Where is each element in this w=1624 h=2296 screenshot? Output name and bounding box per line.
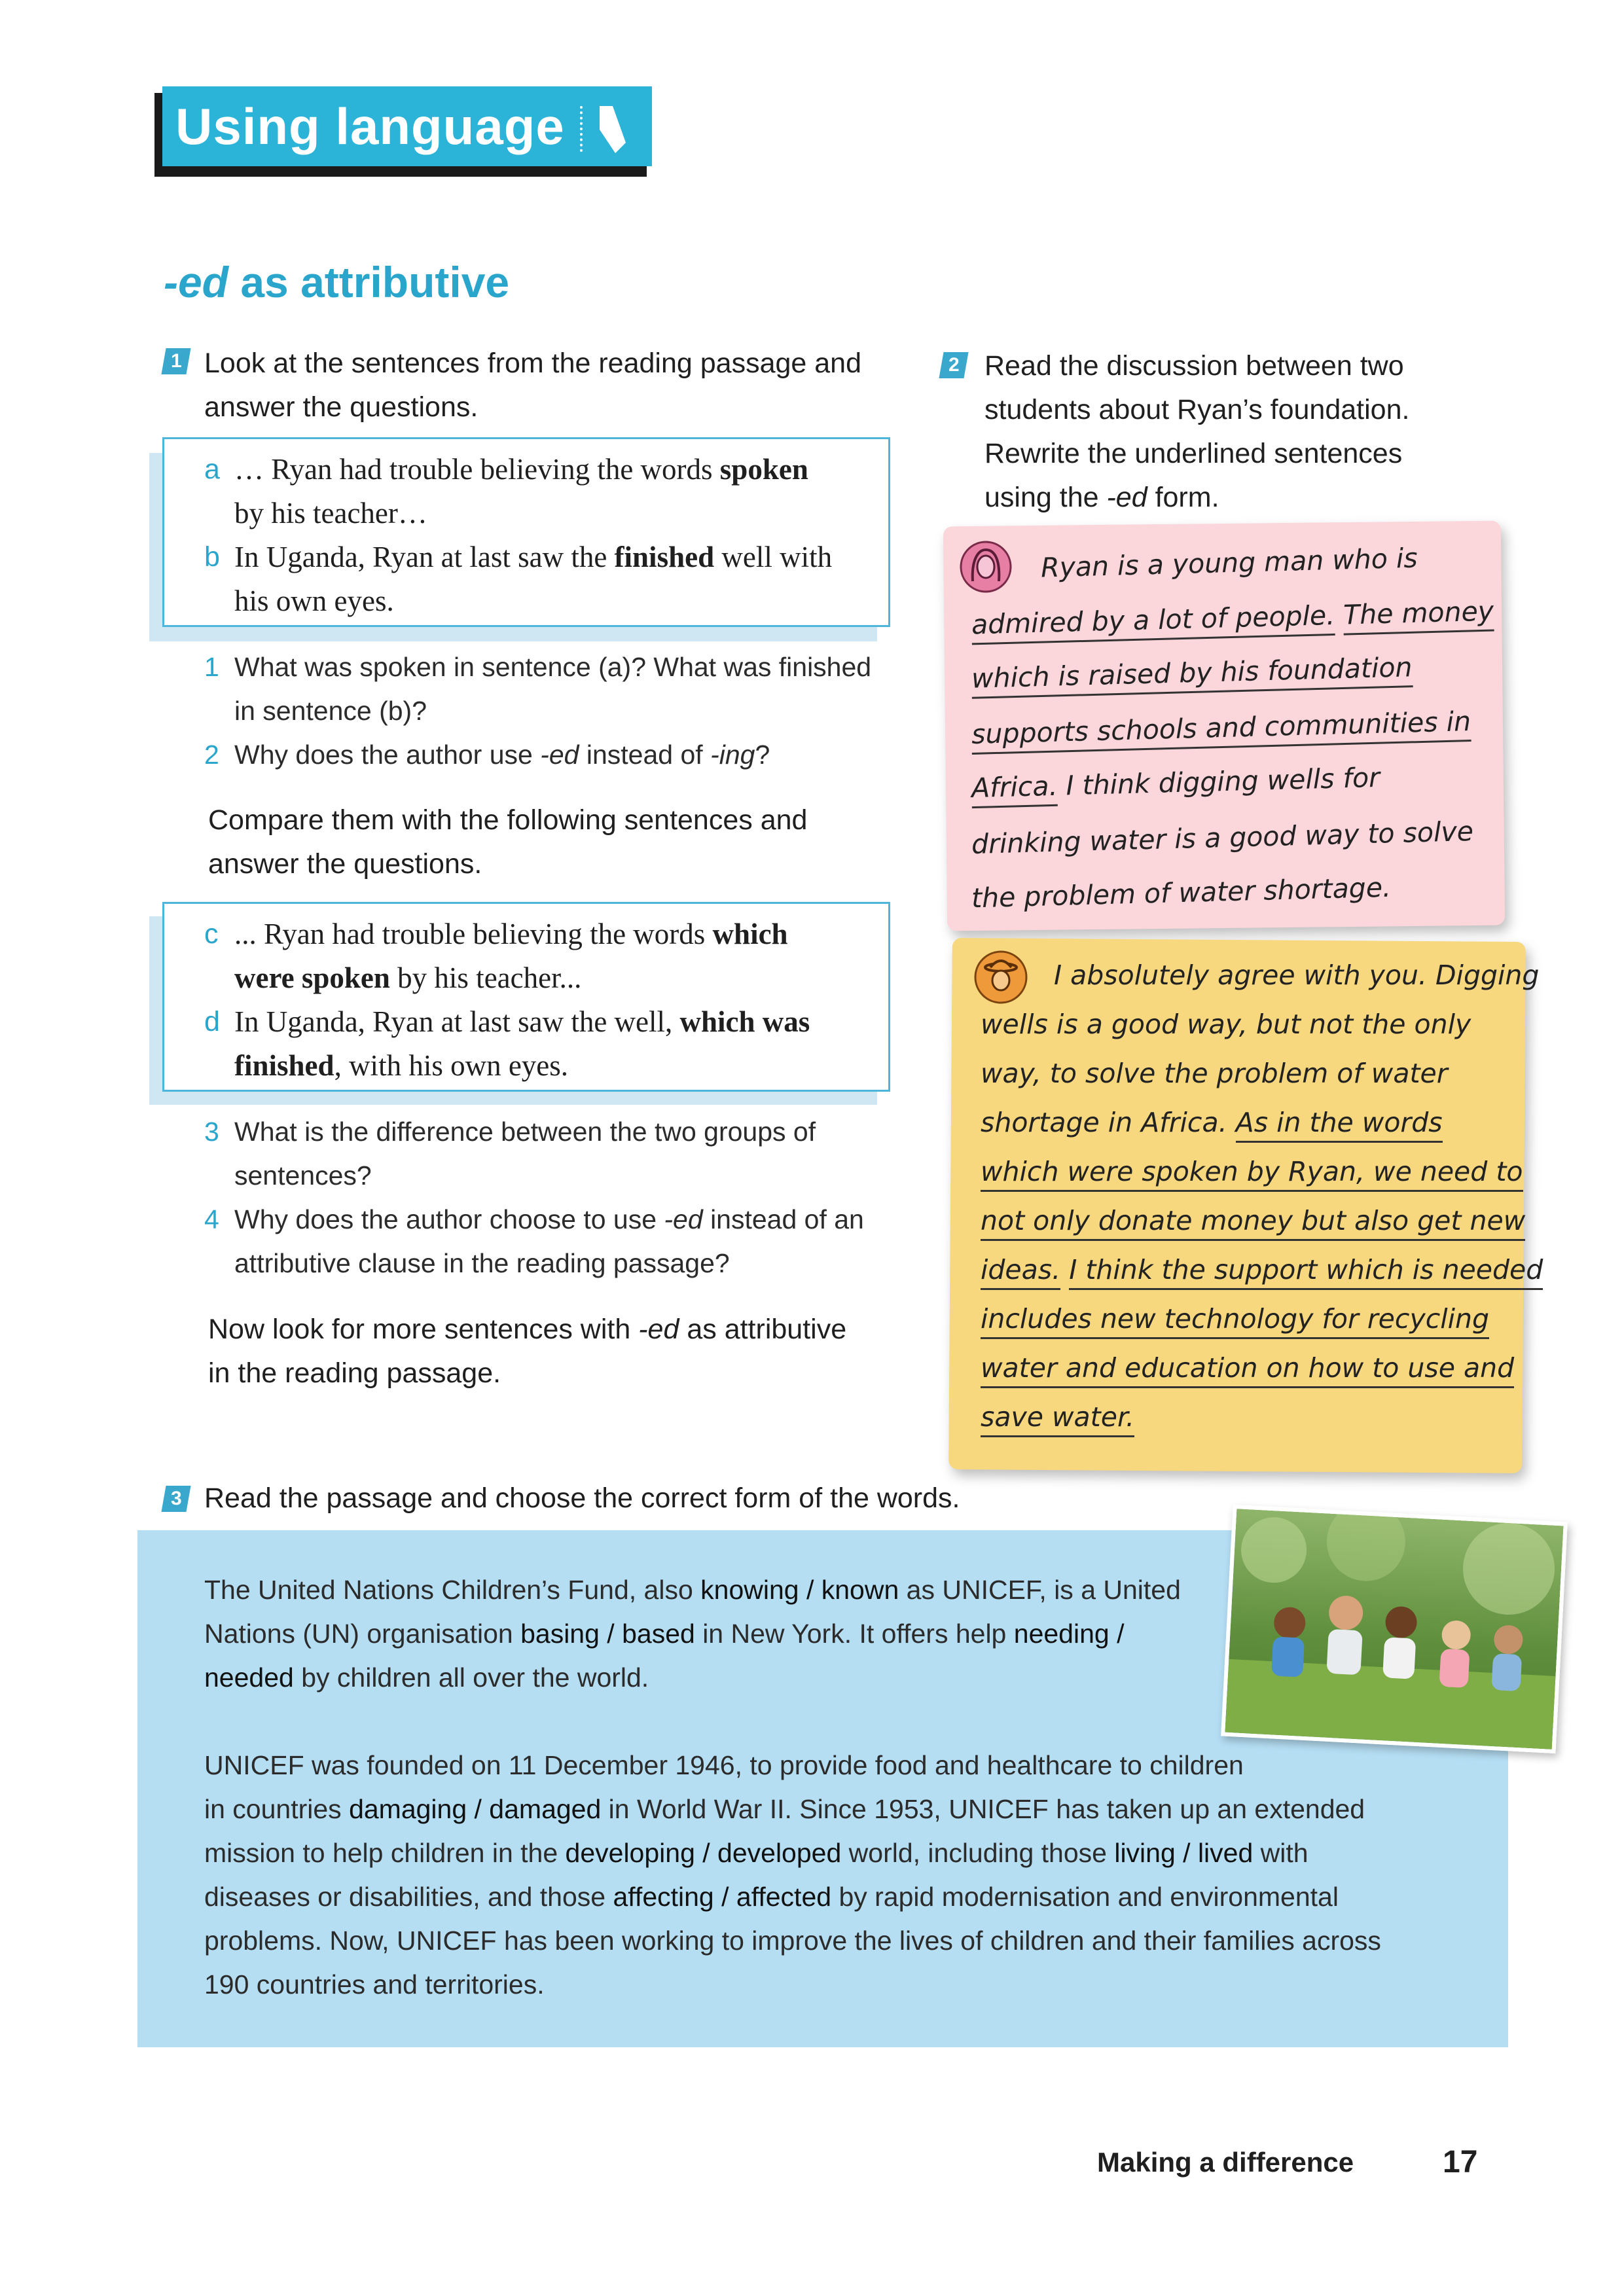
instruction-line: Rewrite the underlined sentences <box>984 438 1403 469</box>
bookmark-icon <box>596 103 628 156</box>
example-sentence-line: his own eyes. <box>234 584 394 617</box>
yellow-note-line: which were spoken by Ryan, we need to <box>981 1156 1523 1187</box>
question-line: Why does the author choose to use -ed instead of an <box>234 1204 864 1234</box>
example-letter: b <box>204 541 220 573</box>
yellow-note-line: shortage in Africa. As in the words <box>981 1107 1443 1138</box>
instruction-line: Now look for more sentences with -ed as attributive <box>208 1314 847 1345</box>
task-number-badge: 2 <box>939 352 968 378</box>
question-line: sentences? <box>234 1160 372 1191</box>
question-line: What is the difference between the two groups of <box>234 1117 816 1147</box>
example-sentence-line: In Uganda, Ryan at last saw the well, which was <box>234 1005 810 1038</box>
banner-divider <box>580 106 583 152</box>
yellow-note-line: way, to solve the problem of water <box>981 1058 1448 1089</box>
question-number: 1 <box>204 652 219 682</box>
unit-title-footer: Making a difference <box>1097 2147 1354 2178</box>
question-number: 4 <box>204 1204 219 1234</box>
pink-note-line: drinking water is a good way to solve <box>971 815 1474 861</box>
children-photo <box>1221 1505 1568 1753</box>
yellow-note-line: water and education on how to use and <box>981 1352 1514 1384</box>
example-sentence-line: In Uganda, Ryan at last saw the finished well with <box>234 541 833 573</box>
question-line: attributive clause in the reading passage? <box>234 1248 730 1278</box>
instruction-line: answer the questions. <box>208 848 482 880</box>
girl-avatar-icon <box>960 541 1012 593</box>
example-sentence-line: by his teacher… <box>234 497 427 529</box>
question-number: 3 <box>204 1117 219 1147</box>
passage-line: 190 countries and territories. <box>204 1969 545 2000</box>
pink-note-line: admired by a lot of people. The money <box>971 596 1494 641</box>
example-letter: d <box>204 1006 220 1037</box>
yellow-note-line: wells is a good way, but not the only <box>981 1009 1471 1040</box>
passage-line: in countries damaging / damaged in World War II. Since 1953, UNICEF has taken up an extended <box>204 1794 1365 1824</box>
pink-note-line: Africa. I think digging wells for <box>971 762 1380 804</box>
passage-line: problems. Now, UNICEF has been working to improve the lives of children and their families across <box>204 1926 1381 1956</box>
page-number: 17 <box>1443 2145 1478 2179</box>
section-title-rest: as attributive <box>228 258 510 306</box>
example-sentence-line: were spoken by his teacher... <box>234 961 582 994</box>
instruction-line: students about Ryan’s foundation. <box>984 394 1410 425</box>
section-title <box>164 253 509 312</box>
banner-title: Using language <box>175 98 565 155</box>
task3-instruction: Read the passage and choose the correct form of the words. <box>204 1482 960 1514</box>
pink-note-line: supports schools and communities in <box>971 706 1471 750</box>
question-line: Why does the author use -ed instead of -ing? <box>234 740 770 770</box>
passage-line: Nations (UN) organisation basing / based in New York. It offers help needing / <box>204 1619 1125 1649</box>
section-title-em: -ed <box>164 258 228 306</box>
pink-note-line: the problem of water shortage. <box>971 871 1392 914</box>
passage-line: needed by children all over the world. <box>204 1662 649 1693</box>
yellow-note-line: save water. <box>981 1401 1134 1433</box>
task-number-badge: 1 <box>161 348 190 374</box>
instruction-line: in the reading passage. <box>208 1357 501 1389</box>
yellow-note-line: ideas. I think the support which is needed <box>981 1254 1543 1285</box>
instruction-line: Read the discussion between two <box>984 350 1404 382</box>
boy-hat-avatar-icon <box>974 950 1028 1004</box>
children-photo-illustration <box>1225 1509 1563 1749</box>
question-line: What was spoken in sentence (a)? What was finished <box>234 652 872 682</box>
example-sentence-line: finished, with his own eyes. <box>234 1049 569 1082</box>
passage-line: UNICEF was founded on 11 December 1946, to provide food and healthcare to children <box>204 1750 1244 1780</box>
example-sentence-line: … Ryan had trouble believing the words spoken <box>234 453 808 486</box>
example-sentence-line: ... Ryan had trouble believing the words which <box>234 918 788 950</box>
yellow-note-line: I absolutely agree with you. Digging <box>1054 960 1540 991</box>
question-line: in sentence (b)? <box>234 696 427 726</box>
example-letter: a <box>204 454 220 485</box>
task-number-badge: 3 <box>161 1486 190 1512</box>
passage-line: diseases or disabilities, and those affecting / affected by rapid modernisation and environmental <box>204 1882 1339 1912</box>
passage-line: The United Nations Children’s Fund, also knowing / known as UNICEF, is a United <box>204 1575 1181 1605</box>
instruction-line: Compare them with the following sentences and <box>208 804 808 836</box>
instruction-line: Look at the sentences from the reading passage and <box>204 348 862 379</box>
question-number: 2 <box>204 740 219 770</box>
pink-note-line: which is raised by his foundation <box>971 651 1413 694</box>
yellow-note-line: includes new technology for recycling <box>981 1303 1489 1335</box>
instruction-line: answer the questions. <box>204 391 478 423</box>
yellow-note-line: not only donate money but also get new <box>981 1205 1525 1236</box>
passage-line: mission to help children in the developing / developed world, including those living / lived with <box>204 1838 1308 1868</box>
example-letter: c <box>204 918 219 950</box>
pink-note-line: Ryan is a young man who is <box>1040 542 1418 584</box>
instruction-line: using the -ed form. <box>984 482 1219 513</box>
